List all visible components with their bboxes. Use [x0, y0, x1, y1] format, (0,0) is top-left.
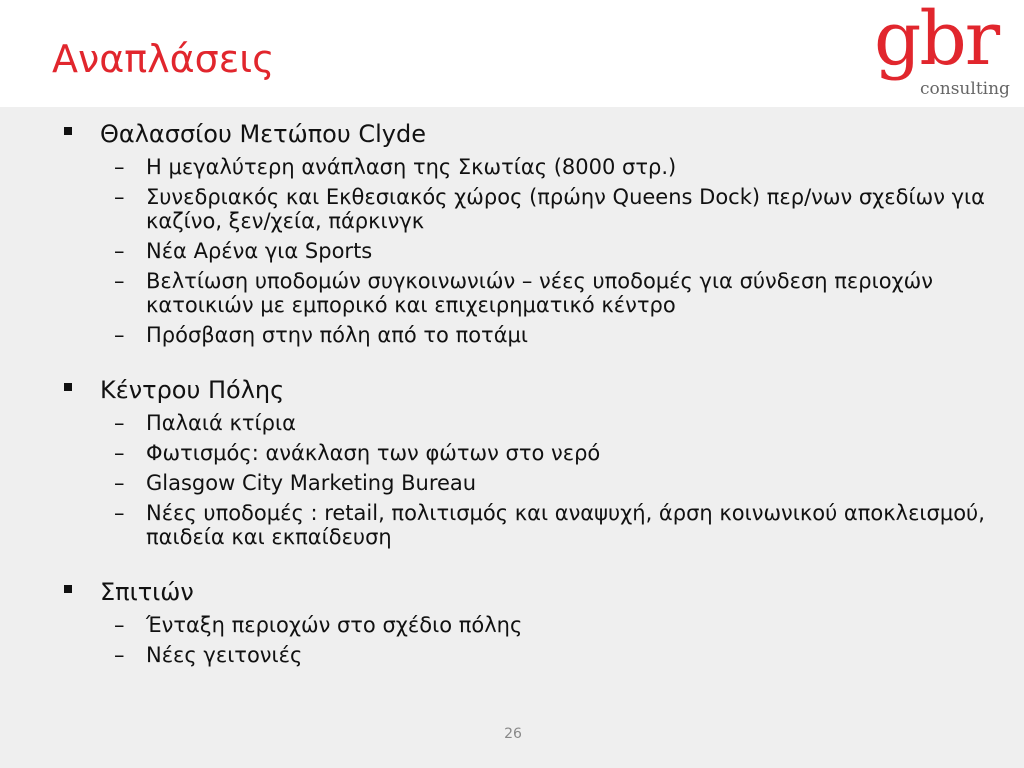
list-item [114, 411, 1002, 435]
list-item-text: Η μεγαλύτερη ανάπλαση της Σκωτίας (8000 στρ.) [146, 155, 677, 179]
logo-subtitle: consulting [920, 79, 1010, 99]
list-item [114, 323, 1002, 347]
section-housing [62, 577, 1002, 667]
section-clyde-waterfront [62, 119, 1002, 347]
section-heading-text: Θαλασσίου Μετώπου Clyde [100, 120, 426, 148]
dash-bullet-icon: – [114, 269, 125, 293]
bullet-list [62, 119, 1002, 695]
dash-bullet-icon: – [114, 613, 125, 637]
list-item [114, 155, 1002, 179]
list-item-text: Συνεδριακός και Εκθεσιακός χώρος (πρώην Queens Dock) περ/νων σχεδίων για καζίνο, ξεν/χεία, πάρκινγκ [146, 185, 985, 233]
list-item [114, 613, 1002, 637]
page-number: 26 [504, 726, 522, 742]
section-heading [62, 577, 1002, 607]
dash-bullet-icon: – [114, 323, 125, 347]
list-item [114, 643, 1002, 667]
dash-bullet-icon: – [114, 239, 125, 263]
list-item [114, 471, 1002, 495]
slide-content [0, 107, 1024, 768]
list-item-text: Βελτίωση υποδομών συγκοινωνιών – νέες υποδομές για σύνδεση περιοχών κατοικιών με εμπορικό και επιχειρηματικό κέντρο [146, 269, 933, 317]
section-heading [62, 119, 1002, 149]
section-heading-text: Σπιτιών [100, 578, 194, 606]
list-item-text: Glasgow City Marketing Bureau [146, 471, 477, 495]
gbr-consulting-logo [874, 2, 1024, 106]
dash-bullet-icon: – [114, 185, 125, 209]
list-item-text: Νέα Αρένα για Sports [146, 239, 373, 263]
list-item-text: Ένταξη περιοχών στο σχέδιο πόλης [146, 613, 523, 637]
list-item [114, 269, 1002, 317]
slide-title: Αναπλάσεις [52, 37, 275, 81]
list-item-text: Παλαιά κτίρια [146, 411, 296, 435]
list-item-text: Πρόσβαση στην πόλη από το ποτάμι [146, 323, 529, 347]
dash-bullet-icon: – [114, 411, 125, 435]
list-item-text: Νέες υποδομές : retail, πολιτισμός και αναψυχή, άρση κοινωνικού αποκλεισμού, παιδεία και εκπαίδευση [146, 501, 985, 549]
list-item [114, 185, 1002, 233]
slide-header [0, 0, 1024, 107]
section-heading [62, 375, 1002, 405]
logo-mark: gbr [874, 0, 999, 82]
section-heading-text: Κέντρου Πόλης [100, 376, 285, 404]
dash-bullet-icon: – [114, 471, 125, 495]
list-item-text: Φωτισμός: ανάκλαση των φώτων στο νερό [146, 441, 601, 465]
list-item-text: Νέες γειτονιές [146, 643, 303, 667]
section-city-centre [62, 375, 1002, 549]
dash-bullet-icon: – [114, 643, 125, 667]
list-item [114, 441, 1002, 465]
dash-bullet-icon: – [114, 441, 125, 465]
list-item [114, 239, 1002, 263]
list-item [114, 501, 1002, 549]
dash-bullet-icon: – [114, 155, 125, 179]
dash-bullet-icon: – [114, 501, 125, 525]
